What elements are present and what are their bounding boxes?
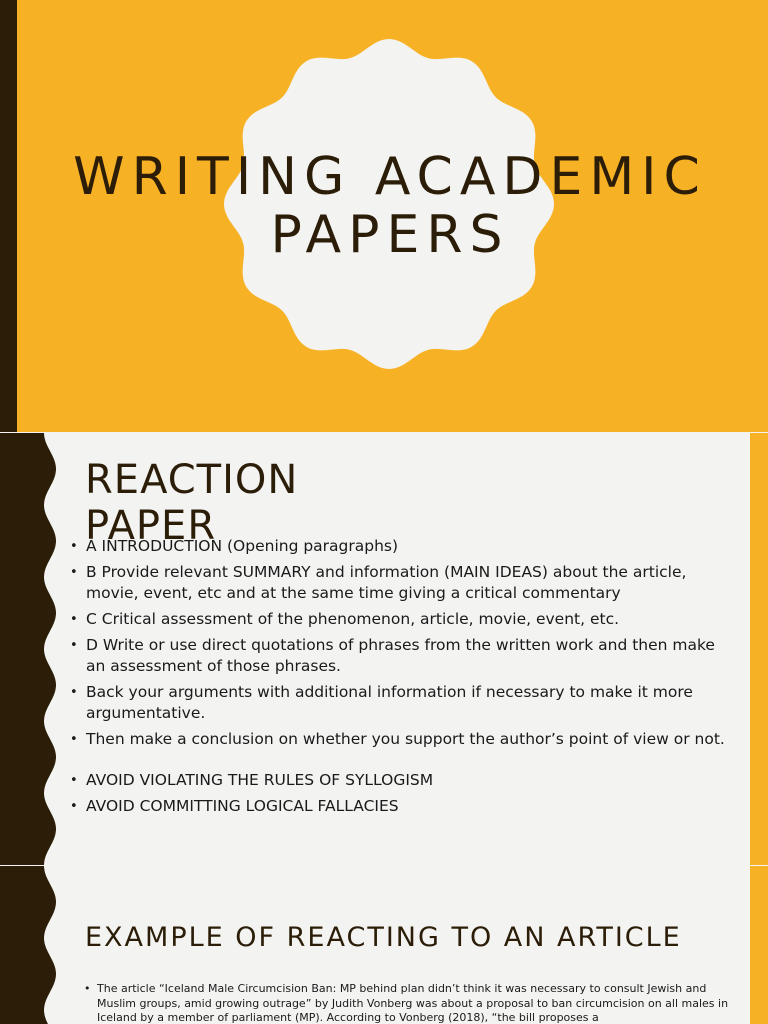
list-item (70, 796, 730, 817)
bullet-icon: • (84, 982, 91, 995)
bullet-icon: • (70, 638, 78, 653)
bullet-icon: • (70, 732, 78, 747)
list-item-text: D Write or use direct quotations of phrases from the written work and then make an assessment of those phrases. (86, 636, 715, 675)
presentation-title: WRITING ACADEMIC PAPERS (73, 147, 707, 265)
list-item-text: AVOID VIOLATING THE RULES OF SYLLOGISM (86, 771, 434, 789)
paragraph-text: The article “Iceland Male Circumcision Ban: MP behind plan didn’t think it was necessary to consult Jewish and Muslim groups, amid growing outrage” by Judith Vonberg was about a proposal to ban circumcision on all males in Iceland by a member of parliament (MP). According to Vonberg (2018), “the bill proposes a (97, 982, 729, 1024)
list-item (70, 536, 730, 557)
bullet-icon: • (70, 773, 78, 788)
list-item (70, 729, 730, 750)
bullet-icon: • (70, 565, 78, 580)
bullet-icon: • (70, 612, 78, 627)
list-item-text: Then make a conclusion on whether you support the author’s point of view or not. (86, 730, 725, 748)
list-item (70, 562, 730, 604)
list-item (70, 609, 730, 630)
list-item (70, 635, 730, 677)
list-item (70, 770, 730, 791)
reaction-paper-slide (0, 433, 768, 865)
wavy-left-border (0, 433, 60, 865)
list-item-text: A INTRODUCTION (Opening paragraphs) (86, 537, 399, 555)
slide-heading: REACTION PAPER (85, 457, 299, 549)
bullet-icon: • (70, 799, 78, 814)
slide-heading: EXAMPLE OF REACTING TO AN ARTICLE (85, 922, 682, 953)
list-item (70, 682, 730, 724)
list-item-text: AVOID COMMITTING LOGICAL FALLACIES (86, 797, 399, 815)
list-item-text: B Provide relevant SUMMARY and information (MAIN IDEAS) about the article, movie, event, etc and at the same time giving a critical commentary (86, 563, 687, 602)
bullet-list (70, 536, 730, 822)
bullet-icon: • (70, 685, 78, 700)
title-slide (0, 0, 768, 432)
example-slide (0, 866, 768, 1024)
wavy-left-border (0, 866, 60, 1024)
bullet-icon: • (70, 539, 78, 554)
example-paragraph (84, 982, 737, 1024)
list-item-text: Back your arguments with additional information if necessary to make it more argumentative. (86, 683, 693, 722)
list-item-text: C Critical assessment of the phenomenon, article, movie, event, etc. (86, 610, 620, 628)
